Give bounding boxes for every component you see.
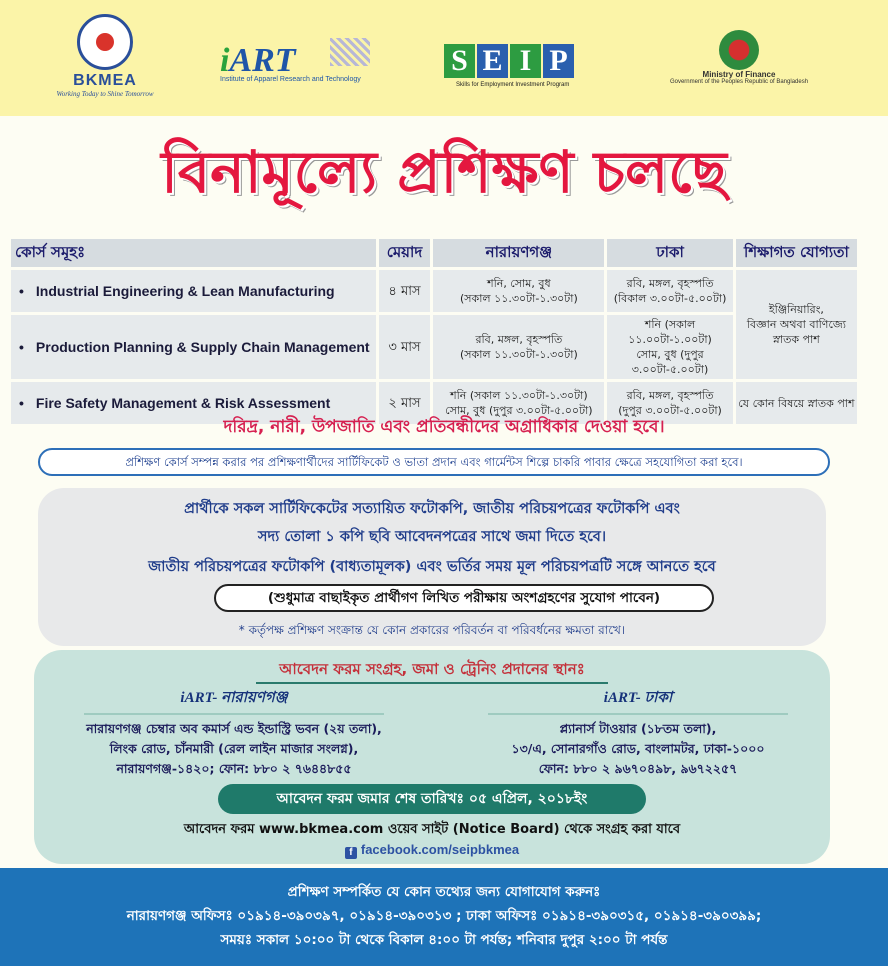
- office-address-line: ১৩/এ, সোনারগাঁও রোড, বাংলামটর, ঢাকা-১০০০: [511, 741, 765, 756]
- priority-notice: দরিদ্র, নারী, উপজাতি এবং প্রতিবন্ধীদের অগ্রাধিকার দেওয়া হবে।: [223, 417, 665, 437]
- facebook-link[interactable]: [34, 842, 830, 859]
- narayanganj-schedule: [433, 315, 604, 379]
- bkmea-tagline: Working Today to Shine Tomorrow: [56, 90, 154, 98]
- schedule-days: রবি, মঙ্গল, বৃহস্পতি: [475, 333, 563, 346]
- office-dhaka: [448, 686, 828, 779]
- office-address-line: নারায়ণগঞ্জ চেম্বার অব কমার্স এন্ড ইন্ডাস্ট্রি ভবন (২য় তলা),: [86, 721, 382, 736]
- government-emblem-icon: [719, 30, 759, 70]
- qualification-engineering: [736, 270, 857, 379]
- seip-letter: P: [543, 44, 574, 78]
- schedule-days: রবি, মঙ্গল, বৃহস্পতি: [626, 389, 714, 402]
- schedule-time: (দুপুর ৩.০০টা-৫.০০টা): [618, 404, 722, 417]
- bkmea-logo: [50, 14, 160, 98]
- schedule-time: (সকাল ১১.৩০টা-১.৩০টা): [459, 348, 578, 361]
- website-note[interactable]: আবেদন ফরম www.bkmea.com ওয়েব সাইট (Notice Board) থেকে সংগ্রহ করা যাবে: [183, 822, 681, 837]
- bkmea-emblem-icon: [77, 14, 133, 70]
- office-address-line: নারায়ণগঞ্জ-১৪২০; ফোন: ৮৮০ ২ ৭৬৪৪৮৫৫: [116, 761, 352, 776]
- course-table: [8, 236, 860, 427]
- iart-dots-icon: [330, 38, 370, 66]
- mof-subtitle: Government of the Peoples Republic of Bangladesh: [669, 79, 809, 85]
- schedule-time: (বিকাল ৩.০০টা-৫.০০টা): [613, 292, 727, 305]
- documents-line-3: জাতীয় পরিচয়পত্রের ফটোকপি (বাধ্যতামূলক) এবং ভর্তির সময় মূল পরিচয়পত্রটি সঙ্গে আনতে হবে: [148, 559, 716, 575]
- application-section: [34, 650, 830, 864]
- course-name: • Production Planning & Supply Chain Management: [11, 315, 376, 379]
- documents-line-1: প্রার্থীকে সকল সার্টিফিকেটের সত্যায়িত ফটোকপি, জাতীয় পরিচয়পত্রের ফটোকপি এবং: [184, 501, 680, 517]
- office-name: iART- নারায়ণগঞ্জ: [84, 686, 384, 715]
- iart-name-prefix: i: [220, 42, 230, 79]
- office-narayanganj: [44, 686, 424, 779]
- course-duration: ৩ মাস: [379, 315, 431, 379]
- footer-line-1: প্রশিক্ষণ সম্পর্কিত যে কোন তথ্যের জন্য যোগাযোগ করুনঃ: [287, 884, 601, 900]
- certificate-notice: প্রশিক্ষণ কোর্স সম্পন্ন করার পর প্রশিক্ষণার্থীদের সার্টিফিকেট ও ভাতা প্রদান এবং গার্মেন্টস শিল্পে চাকরি পাবার ক্ষেত্রে সহযোগিতা করা হবে।: [38, 448, 830, 476]
- course-name: • Industrial Engineering & Lean Manufacturing: [11, 270, 376, 312]
- header-duration: মেয়াদ: [379, 239, 431, 267]
- schedule-days: শনি (সকাল ১১.০০টা-১.০০টা): [628, 318, 712, 346]
- deadline-badge: আবেদন ফরম জমার শেষ তারিখঃ ০৫ এপ্রিল, ২০১৮ইং: [218, 784, 646, 814]
- iart-logo: [220, 42, 380, 83]
- table-row: [11, 270, 857, 312]
- dhaka-schedule: [607, 315, 732, 379]
- qualification-any: যে কোন বিষয়ে স্নাতক পাশ: [736, 382, 857, 424]
- logo-header: [0, 0, 888, 116]
- schedule-days: শনি (সকাল ১১.৩০টা-১.৩০টা): [450, 389, 588, 402]
- schedule-days: শনি, সোম, বুধ: [487, 277, 551, 290]
- mof-name: Ministry of Finance: [702, 70, 776, 79]
- documents-section: [38, 488, 826, 646]
- header-narayanganj: নারায়ণগঞ্জ: [433, 239, 604, 267]
- office-address-line: প্ল্যানার্স টাওয়ার (১৮তম তলা),: [559, 721, 717, 736]
- narayanganj-schedule: [433, 270, 604, 312]
- contact-footer: [0, 868, 888, 966]
- course-duration: ২ মাস: [379, 382, 431, 424]
- footer-phone-line: নারায়ণগঞ্জ অফিসঃ ০১৯১৪-৩৯০৩৯৭, ০১৯১৪-৩৯০৩১৩ ; ঢাকা অফিসঃ ০১৯১৪-৩৯০৩১৫, ০১৯১৪-৩৯০৩৯৯;: [126, 908, 762, 924]
- ministry-of-finance-logo: [664, 30, 814, 85]
- qualification-line: স্নাতক পাশ: [773, 333, 820, 346]
- schedule-days: রবি, মঙ্গল, বৃহস্পতি: [626, 277, 714, 290]
- header-dhaka: ঢাকা: [607, 239, 732, 267]
- exam-note: (শুধুমাত্র বাছাইকৃত প্রার্থীগণ লিখিত পরীক্ষায় অংশগ্রহণের সুযোগ পাবেন): [214, 584, 714, 612]
- schedule-time: (সকাল ১১.৩০টা-১.৩০টা): [459, 292, 578, 305]
- table-row: [11, 315, 857, 379]
- iart-name-main: ART: [229, 42, 296, 79]
- seip-logo: [444, 44, 584, 88]
- seip-letters: [444, 44, 584, 78]
- table-header-row: [11, 239, 857, 267]
- header-courses: কোর্স সমূহঃ: [11, 239, 376, 267]
- seip-subtitle: Skills for Employment Investment Program: [456, 82, 570, 88]
- bkmea-name: BKMEA: [73, 72, 137, 89]
- seip-letter: S: [444, 44, 475, 78]
- course-name: • Fire Safety Management & Risk Assessment: [11, 382, 376, 424]
- header-qualification: শিক্ষাগত যোগ্যতা: [736, 239, 857, 267]
- application-title: আবেদন ফরম সংগ্রহ, জমা ও ট্রেনিং প্রদানের স্থানঃ: [34, 658, 830, 683]
- seip-letter: E: [477, 44, 508, 78]
- authority-note: * কর্তৃপক্ষ প্রশিক্ষণ সংক্রান্ত যে কোন প্রকারের পরিবর্তন বা পরিবর্ধনের ক্ষমতা রাখে।: [238, 623, 626, 637]
- schedule-time: সোম, বুধ (দুপুর ৩.০০টা-৫.০০টা): [631, 348, 709, 376]
- office-name: iART- ঢাকা: [488, 686, 788, 715]
- iart-subtitle: Institute of Apparel Research and Technology: [220, 76, 361, 83]
- qualification-line: বিজ্ঞান অথবা বাণিজ্যে: [746, 318, 846, 331]
- footer-hours-line: সময়ঃ সকাল ১০:০০ টা থেকে বিকাল ৪:০০ টা পর্যন্ত; শনিবার দুপুর ২:০০ টা পর্যন্ত: [220, 932, 668, 948]
- dhaka-schedule: [607, 270, 732, 312]
- seip-letter: I: [510, 44, 541, 78]
- schedule-time: সোম, বুধ (দুপুর ৩.০০টা-৫.০০টা): [445, 404, 593, 417]
- office-address-line: লিংক রোড, চাঁনমারী (রেল লাইন মাজার সংলগ্ন),: [109, 741, 359, 756]
- course-duration: ৪ মাস: [379, 270, 431, 312]
- facebook-url[interactable]: facebook.com/seipbkmea: [360, 842, 520, 857]
- qualification-line: ইঞ্জিনিয়ারিং,: [768, 303, 824, 316]
- facebook-icon: f: [345, 847, 357, 859]
- page-title: বিনামূল্যে প্রশিক্ষণ চলছে: [161, 138, 727, 206]
- office-address-line: ফোন: ৮৮০ ২ ৯৬৭০৪৯৮, ৯৬৭২২৫৭: [538, 761, 738, 776]
- documents-line-2: সদ্য তোলা ১ কপি ছবি আবেদনপত্রের সাথে জমা দিতে হবে।: [257, 529, 607, 545]
